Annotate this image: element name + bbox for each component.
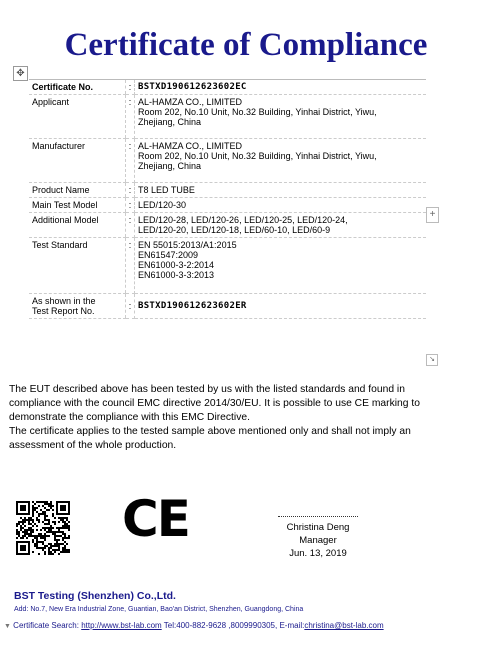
applicant-value	[135, 95, 427, 139]
row-label: Product Name	[29, 183, 126, 198]
row-label: Main Test Model	[29, 198, 126, 213]
colon: :	[126, 139, 135, 183]
product-name-value: T8 LED TUBE	[135, 183, 427, 198]
certificate-number: BSTXD190612623602EC	[135, 80, 427, 95]
colon: :	[126, 198, 135, 213]
test-standard-value	[135, 238, 427, 294]
table-row	[29, 183, 426, 198]
applicant-name: AL-HAMZA CO., LIMITED	[138, 97, 243, 107]
colon: :	[126, 95, 135, 139]
table-row	[29, 95, 426, 139]
row-label-line: As shown in the	[32, 296, 96, 306]
colon: :	[126, 238, 135, 294]
table-row	[29, 294, 426, 319]
row-label: Manufacturer	[29, 139, 126, 183]
row-label: Additional Model	[29, 213, 126, 238]
colon: :	[126, 183, 135, 198]
colon: :	[126, 294, 135, 319]
email-label: E-mail:	[279, 621, 305, 630]
page-title: Certificate of Compliance	[64, 27, 428, 63]
colon: :	[126, 213, 135, 238]
colon: :	[126, 80, 135, 95]
table-row	[29, 80, 426, 95]
telephone: Tel:400-882-9628 ,8009990305,	[163, 621, 278, 630]
test-standard-line: EN61000-3-2:2014	[138, 260, 215, 270]
row-label: Test Standard	[29, 238, 126, 294]
qr-code-icon	[16, 501, 70, 555]
manufacturer-name: AL-HAMZA CO., LIMITED	[138, 141, 243, 151]
add-row-icon[interactable]: +	[426, 207, 439, 223]
arrow-icon: ▼	[4, 623, 11, 630]
ce-mark-logo: CE	[122, 490, 189, 548]
certificate-search-line	[4, 621, 384, 630]
table-move-handle-icon[interactable]: ✥	[13, 66, 28, 81]
row-label	[29, 294, 126, 319]
test-standard-line: EN 55015:2013/A1:2015	[138, 240, 237, 250]
signature-date: Jun. 13, 2019	[289, 548, 347, 559]
table-row	[29, 139, 426, 183]
test-standard-line: EN61547:2009	[138, 250, 199, 260]
signatory-name: Christina Deng	[286, 522, 350, 533]
signature-block	[268, 516, 368, 560]
row-label: Certificate No.	[29, 80, 126, 95]
test-report-number: BSTXD190612623602ER	[135, 294, 427, 319]
statement-paragraph: The certificate applies to the tested sample above mentioned only and shall not imply an assessment of the whole production.	[9, 426, 411, 451]
row-label: Applicant	[29, 95, 126, 139]
additional-model-line: LED/120-20, LED/120-18, LED/60-10, LED/60-9	[138, 225, 331, 235]
certificate-details-table	[29, 79, 426, 319]
additional-model-line: LED/120-28, LED/120-26, LED/120-25, LED/120-24,	[138, 215, 348, 225]
signatory-role: Manager	[299, 535, 337, 546]
search-label: Certificate Search:	[13, 621, 79, 630]
manufacturer-address: Room 202, No.10 Unit, No.32 Building, Yinhai District, Yiwu,	[138, 151, 377, 161]
test-standard-line: EN61000-3-3:2013	[138, 270, 215, 280]
main-test-model-value: LED/120-30	[135, 198, 427, 213]
website-link[interactable]: http://www.bst-lab.com	[81, 621, 162, 630]
table-row	[29, 238, 426, 294]
compliance-statement	[9, 383, 449, 453]
additional-model-value	[135, 213, 427, 238]
signature-line	[278, 516, 358, 517]
table-resize-icon[interactable]: ↘	[426, 354, 438, 366]
email-link[interactable]: christina@bst-lab.com	[304, 621, 384, 630]
company-name: BST Testing (Shenzhen) Co.,Ltd.	[14, 590, 176, 602]
applicant-address: Room 202, No.10 Unit, No.32 Building, Yinhai District, Yiwu,	[138, 107, 377, 117]
manufacturer-region: Zhejiang, China	[138, 161, 202, 171]
applicant-region: Zhejiang, China	[138, 117, 202, 127]
statement-paragraph: The EUT described above has been tested by us with the listed standards and found in compliance with the council EMC directive 2014/30/EU. It is possible to use CE marking to demonstrate the compliance with this EMC Directive.	[9, 384, 420, 423]
manufacturer-value	[135, 139, 427, 183]
company-address: Add: No.7, New Era Industrial Zone, Guantian, Bao'an District, Shenzhen, Guangdong, China	[14, 606, 304, 613]
table-row	[29, 213, 426, 238]
row-label-line: Test Report No.	[32, 306, 95, 316]
table-row	[29, 198, 426, 213]
